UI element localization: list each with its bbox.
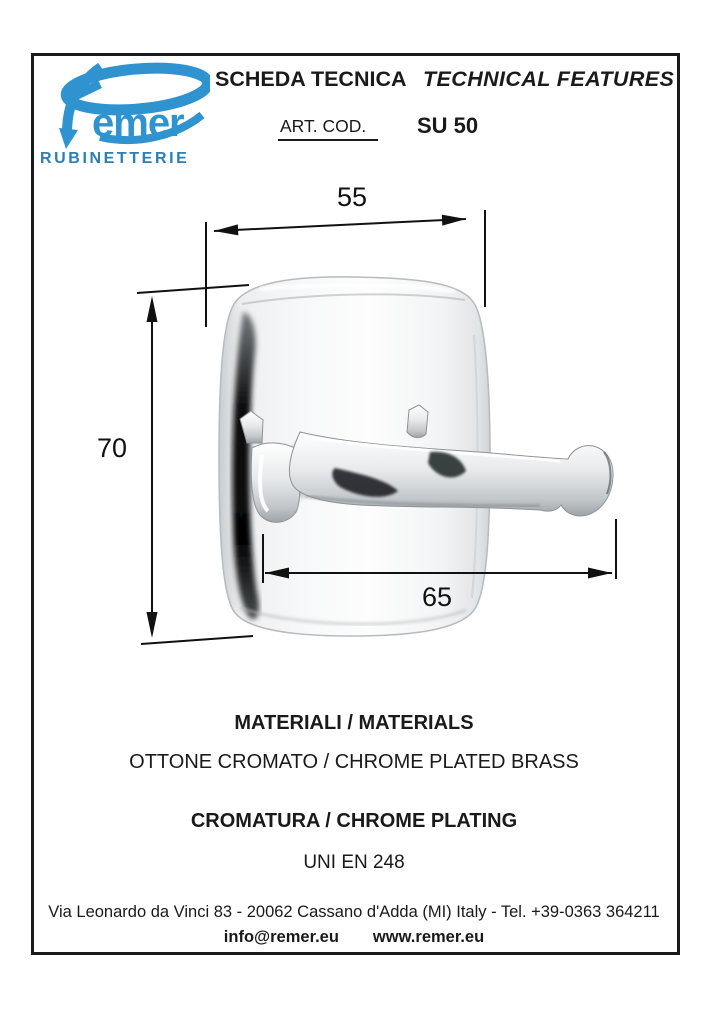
title-english: TECHNICAL FEATURES bbox=[423, 67, 675, 91]
footer-contacts bbox=[34, 928, 674, 947]
article-code-value: SU 50 bbox=[417, 113, 479, 138]
footer-website: www.remer.eu bbox=[372, 928, 485, 946]
footer-email: info@remer.eu bbox=[223, 928, 339, 946]
materials-value: OTTONE CROMATO / CHROME PLATED BRASS bbox=[129, 751, 579, 773]
dim-label-55: 55 bbox=[336, 182, 368, 212]
product-photo bbox=[219, 277, 613, 636]
article-code-label: ART. COD. bbox=[278, 116, 378, 141]
logo-subtitle: RUBINETTERIE bbox=[40, 150, 190, 167]
plating-standard: UNI EN 248 bbox=[303, 852, 405, 873]
materials-title: MATERIALI / MATERIALS bbox=[234, 712, 474, 734]
technical-drawing bbox=[0, 177, 723, 677]
plating-title: CROMATURA / CHROME PLATING bbox=[190, 810, 518, 832]
remer-logo-icon bbox=[40, 58, 210, 150]
dim-label-65: 65 bbox=[421, 582, 453, 612]
footer-address: Via Leonardo da Vinci 83 - 20062 Cassano d'Adda (MI) Italy - Tel. +39-0363 364211 bbox=[48, 903, 660, 921]
logo-brand-text: emer bbox=[92, 101, 184, 145]
title-italian: SCHEDA TECNICA bbox=[215, 67, 407, 91]
remer-logo bbox=[40, 58, 212, 168]
dim-label-70: 70 bbox=[96, 433, 128, 463]
